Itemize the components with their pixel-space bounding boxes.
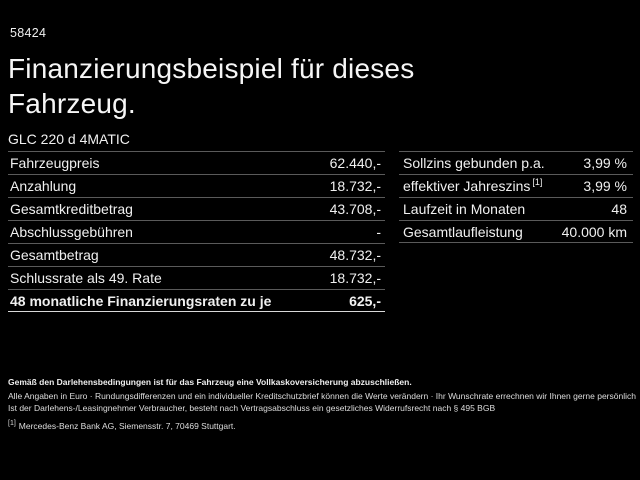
row-value: 3,99 %	[583, 155, 627, 171]
row-value: 3,99 %	[583, 178, 627, 194]
table-row	[8, 174, 385, 197]
row-value: 62.440,-	[329, 155, 381, 171]
footnote-marker: [1]	[8, 420, 16, 428]
table-row	[399, 174, 633, 197]
row-value: 40.000 km	[561, 223, 627, 240]
row-label-text: effektiver Jahreszins	[403, 178, 531, 194]
row-label: Anzahlung	[10, 178, 77, 194]
row-value: 48.732,-	[329, 247, 381, 263]
row-value: 625,-	[349, 292, 381, 309]
row-value: 43.708,-	[329, 201, 381, 217]
table-row	[8, 220, 385, 243]
row-value: 48	[611, 201, 627, 217]
row-label: Gesamtbetrag	[10, 247, 99, 263]
row-label: Schlussrate als 49. Rate	[10, 270, 162, 286]
table-row	[8, 243, 385, 266]
table-row	[399, 220, 633, 243]
row-label: Gesamtlaufleistung	[403, 223, 523, 240]
row-label: Gesamtkreditbetrag	[10, 201, 133, 217]
table-row	[8, 197, 385, 220]
table-row	[8, 151, 385, 174]
row-value: -	[376, 224, 381, 240]
footnote-line	[8, 421, 236, 431]
vehicle-code: 58424	[10, 26, 47, 40]
table-row	[399, 197, 633, 220]
row-label: 48 monatliche Finanzierungsraten zu je	[10, 292, 272, 309]
row-value: 18.732,-	[329, 270, 381, 286]
footnote-marker: [1]	[532, 177, 543, 188]
financing-table	[8, 151, 385, 312]
insurance-note: Gemäß den Darlehensbedingungen ist für das Fahrzeug eine Vollkaskoversicherung abzuschließen.	[8, 377, 412, 387]
conditions-table	[399, 151, 633, 243]
page-title-line2: Fahrzeug.	[8, 88, 136, 119]
page-title-line1: Finanzierungsbeispiel für dieses	[8, 53, 415, 84]
row-label: Sollzins gebunden p.a.	[403, 155, 545, 171]
withdrawal-note: Ist der Darlehens-/Leasingnehmer Verbraucher, besteht nach Vertragsabschluss ein gesetzliches Widerrufsrecht nach § 495 BGB	[8, 403, 496, 413]
vehicle-model: GLC 220 d 4MATIC	[8, 131, 130, 147]
row-label: Fahrzeugpreis	[10, 155, 100, 171]
page-title	[8, 51, 414, 121]
row-label	[403, 178, 542, 194]
row-label: Laufzeit in Monaten	[403, 201, 526, 217]
row-value: 18.732,-	[329, 178, 381, 194]
table-row-monthly-rate	[8, 289, 385, 312]
table-row	[399, 151, 633, 174]
footnote-text: Mercedes-Benz Bank AG, Siemensstr. 7, 70469 Stuttgart.	[18, 421, 236, 431]
disclaimer-note: Alle Angaben in Euro · Rundungsdifferenzen und ein individueller Kreditschutzbrief können die Werte verändern · Ihr Wunschrate errechnen wir Ihnen gerne persönlich	[8, 391, 636, 401]
row-label: Abschlussgebühren	[10, 224, 133, 240]
table-row	[8, 266, 385, 289]
